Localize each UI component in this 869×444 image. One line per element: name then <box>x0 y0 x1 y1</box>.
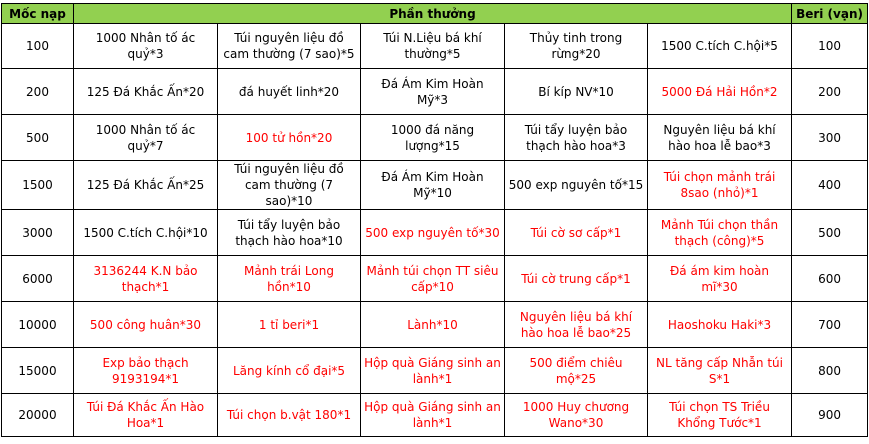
reward-cell: Túi cờ trung cấp*1 <box>505 256 648 302</box>
reward-cell: 1000 đá năng lượng*15 <box>361 115 505 161</box>
reward-cell: Túi Đá Khắc Ấn Hào Hoa*1 <box>74 394 218 437</box>
reward-cell: 1 tỉ beri*1 <box>218 302 361 348</box>
reward-cell: Exp bảo thạch 9193194*1 <box>74 348 218 394</box>
reward-cell: đá huyết linh*20 <box>218 69 361 115</box>
reward-cell: Túi nguyên liệu đồ cam thường (7 sao)*10 <box>218 161 361 210</box>
table-row <box>2 115 868 161</box>
reward-cell: 500 công huân*30 <box>74 302 218 348</box>
table-row <box>2 302 868 348</box>
milestone-cell: 20000 <box>2 394 74 437</box>
reward-cell: Đá ám kim hoàn mĩ*30 <box>648 256 792 302</box>
reward-cell: Hộp quà Giáng sinh an lành*1 <box>361 394 505 437</box>
milestone-cell: 500 <box>2 115 74 161</box>
beri-cell: 600 <box>792 256 868 302</box>
header-beri: Beri (vạn) <box>792 4 868 24</box>
table-row <box>2 348 868 394</box>
reward-cell: Bí kíp NV*10 <box>505 69 648 115</box>
beri-cell: 300 <box>792 115 868 161</box>
reward-cell: Đá Ám Kim Hoàn Mỹ*10 <box>361 161 505 210</box>
reward-table <box>1 3 868 437</box>
beri-cell: 800 <box>792 348 868 394</box>
beri-cell: 900 <box>792 394 868 437</box>
reward-cell: Túi nguyên liệu đồ cam thường (7 sao)*5 <box>218 24 361 69</box>
header-row <box>2 4 868 24</box>
table-row <box>2 394 868 437</box>
reward-cell: 1500 C.tích C.hội*5 <box>648 24 792 69</box>
reward-cell: Túi chọn mảnh trái 8sao (nhỏ)*1 <box>648 161 792 210</box>
milestone-cell: 100 <box>2 24 74 69</box>
beri-cell: 400 <box>792 161 868 210</box>
reward-cell: Lành*10 <box>361 302 505 348</box>
table-row <box>2 210 868 256</box>
table-row <box>2 24 868 69</box>
reward-cell: 1000 Nhân tố ác quỷ*7 <box>74 115 218 161</box>
reward-cell: Mảnh trái Long hồn*10 <box>218 256 361 302</box>
milestone-cell: 3000 <box>2 210 74 256</box>
milestone-cell: 15000 <box>2 348 74 394</box>
beri-cell: 700 <box>792 302 868 348</box>
milestone-cell: 10000 <box>2 302 74 348</box>
table-row <box>2 161 868 210</box>
reward-cell: Mảnh túi chọn TT siêu cấp*10 <box>361 256 505 302</box>
table-row <box>2 69 868 115</box>
reward-cell: 500 điểm chiêu mộ*25 <box>505 348 648 394</box>
reward-cell: 125 Đá Khắc Ấn*20 <box>74 69 218 115</box>
table-row <box>2 256 868 302</box>
beri-cell: 500 <box>792 210 868 256</box>
beri-cell: 100 <box>792 24 868 69</box>
reward-cell: 3136244 K.N bảo thạch*1 <box>74 256 218 302</box>
reward-cell: 5000 Đá Hải Hồn*2 <box>648 69 792 115</box>
milestone-cell: 6000 <box>2 256 74 302</box>
reward-cell: Túi tẩy luyện bảo thạch hào hoa*3 <box>505 115 648 161</box>
reward-cell: Đá Ám Kim Hoàn Mỹ*3 <box>361 69 505 115</box>
reward-cell: Haoshoku Haki*3 <box>648 302 792 348</box>
reward-cell: 125 Đá Khắc Ấn*25 <box>74 161 218 210</box>
reward-cell: Lăng kính cổ đại*5 <box>218 348 361 394</box>
reward-cell: Thủy tinh trong rừng*20 <box>505 24 648 69</box>
reward-cell: NL tăng cấp Nhẫn túi S*1 <box>648 348 792 394</box>
header-reward: Phần thưởng <box>74 4 792 24</box>
reward-cell: Túi chọn TS Triều Khổng Tước*1 <box>648 394 792 437</box>
reward-cell: 500 exp nguyên tố*15 <box>505 161 648 210</box>
reward-cell: Túi tẩy luyện bảo thạch hào hoa*10 <box>218 210 361 256</box>
reward-cell: Hộp quà Giáng sinh an lành*1 <box>361 348 505 394</box>
milestone-cell: 1500 <box>2 161 74 210</box>
reward-cell: Nguyên liệu bá khí hào hoa lễ bao*25 <box>505 302 648 348</box>
beri-cell: 200 <box>792 69 868 115</box>
reward-cell: 1000 Huy chương Wano*30 <box>505 394 648 437</box>
reward-cell: Nguyên liệu bá khí hào hoa lễ bao*3 <box>648 115 792 161</box>
reward-cell: Túi N.Liệu bá khí thường*5 <box>361 24 505 69</box>
reward-cell: 100 tử hồn*20 <box>218 115 361 161</box>
reward-cell: 1500 C.tích C.hội*10 <box>74 210 218 256</box>
reward-cell: 1000 Nhân tố ác quỷ*3 <box>74 24 218 69</box>
reward-cell: Túi chọn b.vật 180*1 <box>218 394 361 437</box>
reward-cell: 500 exp nguyên tố*30 <box>361 210 505 256</box>
milestone-cell: 200 <box>2 69 74 115</box>
header-milestone: Mốc nạp <box>2 4 74 24</box>
reward-cell: Mảnh Túi chọn thần thạch (công)*5 <box>648 210 792 256</box>
reward-cell: Túi cờ sơ cấp*1 <box>505 210 648 256</box>
